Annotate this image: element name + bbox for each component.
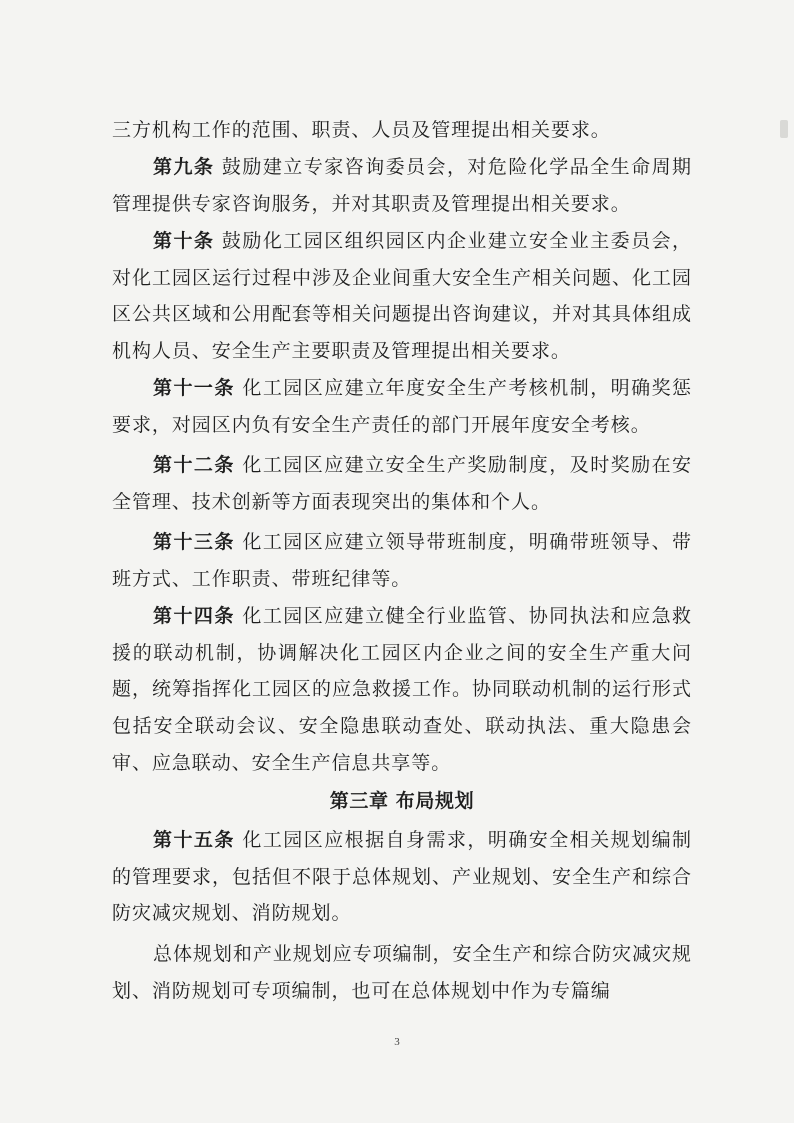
article-14 [112,598,692,782]
article-heading: 第十五条 [153,829,235,851]
article-heading: 第十三条 [153,531,235,553]
chapter-title: 第三章 布局规划 [329,790,475,812]
article-13 [112,524,692,597]
article-11 [112,370,692,443]
article-heading: 第十一条 [153,377,235,399]
scan-edge-mark [780,120,788,138]
article-10 [112,223,692,370]
paragraph-text: 总体规划和产业规划应专项编制，安全生产和综合防灾减灾规划、消防规划可专项编制，也可在总体规划中作为专篇编 [112,943,692,1002]
paragraph-plan-compilation [112,936,692,1009]
article-text: 化工园区应建立安全生产奖励制度，及时奖励在安全管理、技术创新等方面表现突出的集体和个人。 [112,454,692,513]
article-12 [112,447,692,520]
article-heading: 第十四条 [153,605,235,627]
article-text: 化工园区应建立年度安全生产考核机制，明确奖惩要求，对园区内负有安全生产责任的部门开展年度安全考核。 [112,377,692,436]
article-text: 化工园区应建立健全行业监管、协同执法和应急救援的联动机制，协调解决化工园区内企业之间的安全生产重大问题，统筹指挥化工园区的应急救援工作。协同联动机制的运行形式包括安全联动会议、安全隐患联动查处、联动执法、重大隐患会审、应急联动、安全生产信息共享等。 [112,605,692,774]
article-heading: 第九条 [153,156,215,178]
paragraph-continuation [112,112,692,149]
article-text: 鼓励化工园区组织园区内企业建立安全业主委员会，对化工园区运行过程中涉及企业间重大安全生产相关问题、化工园区公共区域和公用配套等相关问题提出咨询建议，并对其具体组成机构人员、安全生产主要职责及管理提出相关要求。 [112,230,692,363]
article-text: 鼓励建立专家咨询委员会，对危险化学品全生命周期管理提供专家咨询服务，并对其职责及管理提出相关要求。 [112,156,692,215]
article-9 [112,149,692,222]
article-text: 化工园区应根据自身需求，明确安全相关规划编制的管理要求，包括但不限于总体规划、产业规划、安全生产和综合防灾减灾规划、消防规划。 [112,829,692,925]
page-number: 3 [394,1036,400,1048]
article-heading: 第十条 [153,230,215,252]
article-15 [112,822,692,932]
article-heading: 第十二条 [153,454,235,476]
article-text: 化工园区应建立领导带班制度，明确带班领导、带班方式、工作职责、带班纪律等。 [112,531,692,590]
paragraph-text: 三方机构工作的范围、职责、人员及管理提出相关要求。 [112,119,611,141]
